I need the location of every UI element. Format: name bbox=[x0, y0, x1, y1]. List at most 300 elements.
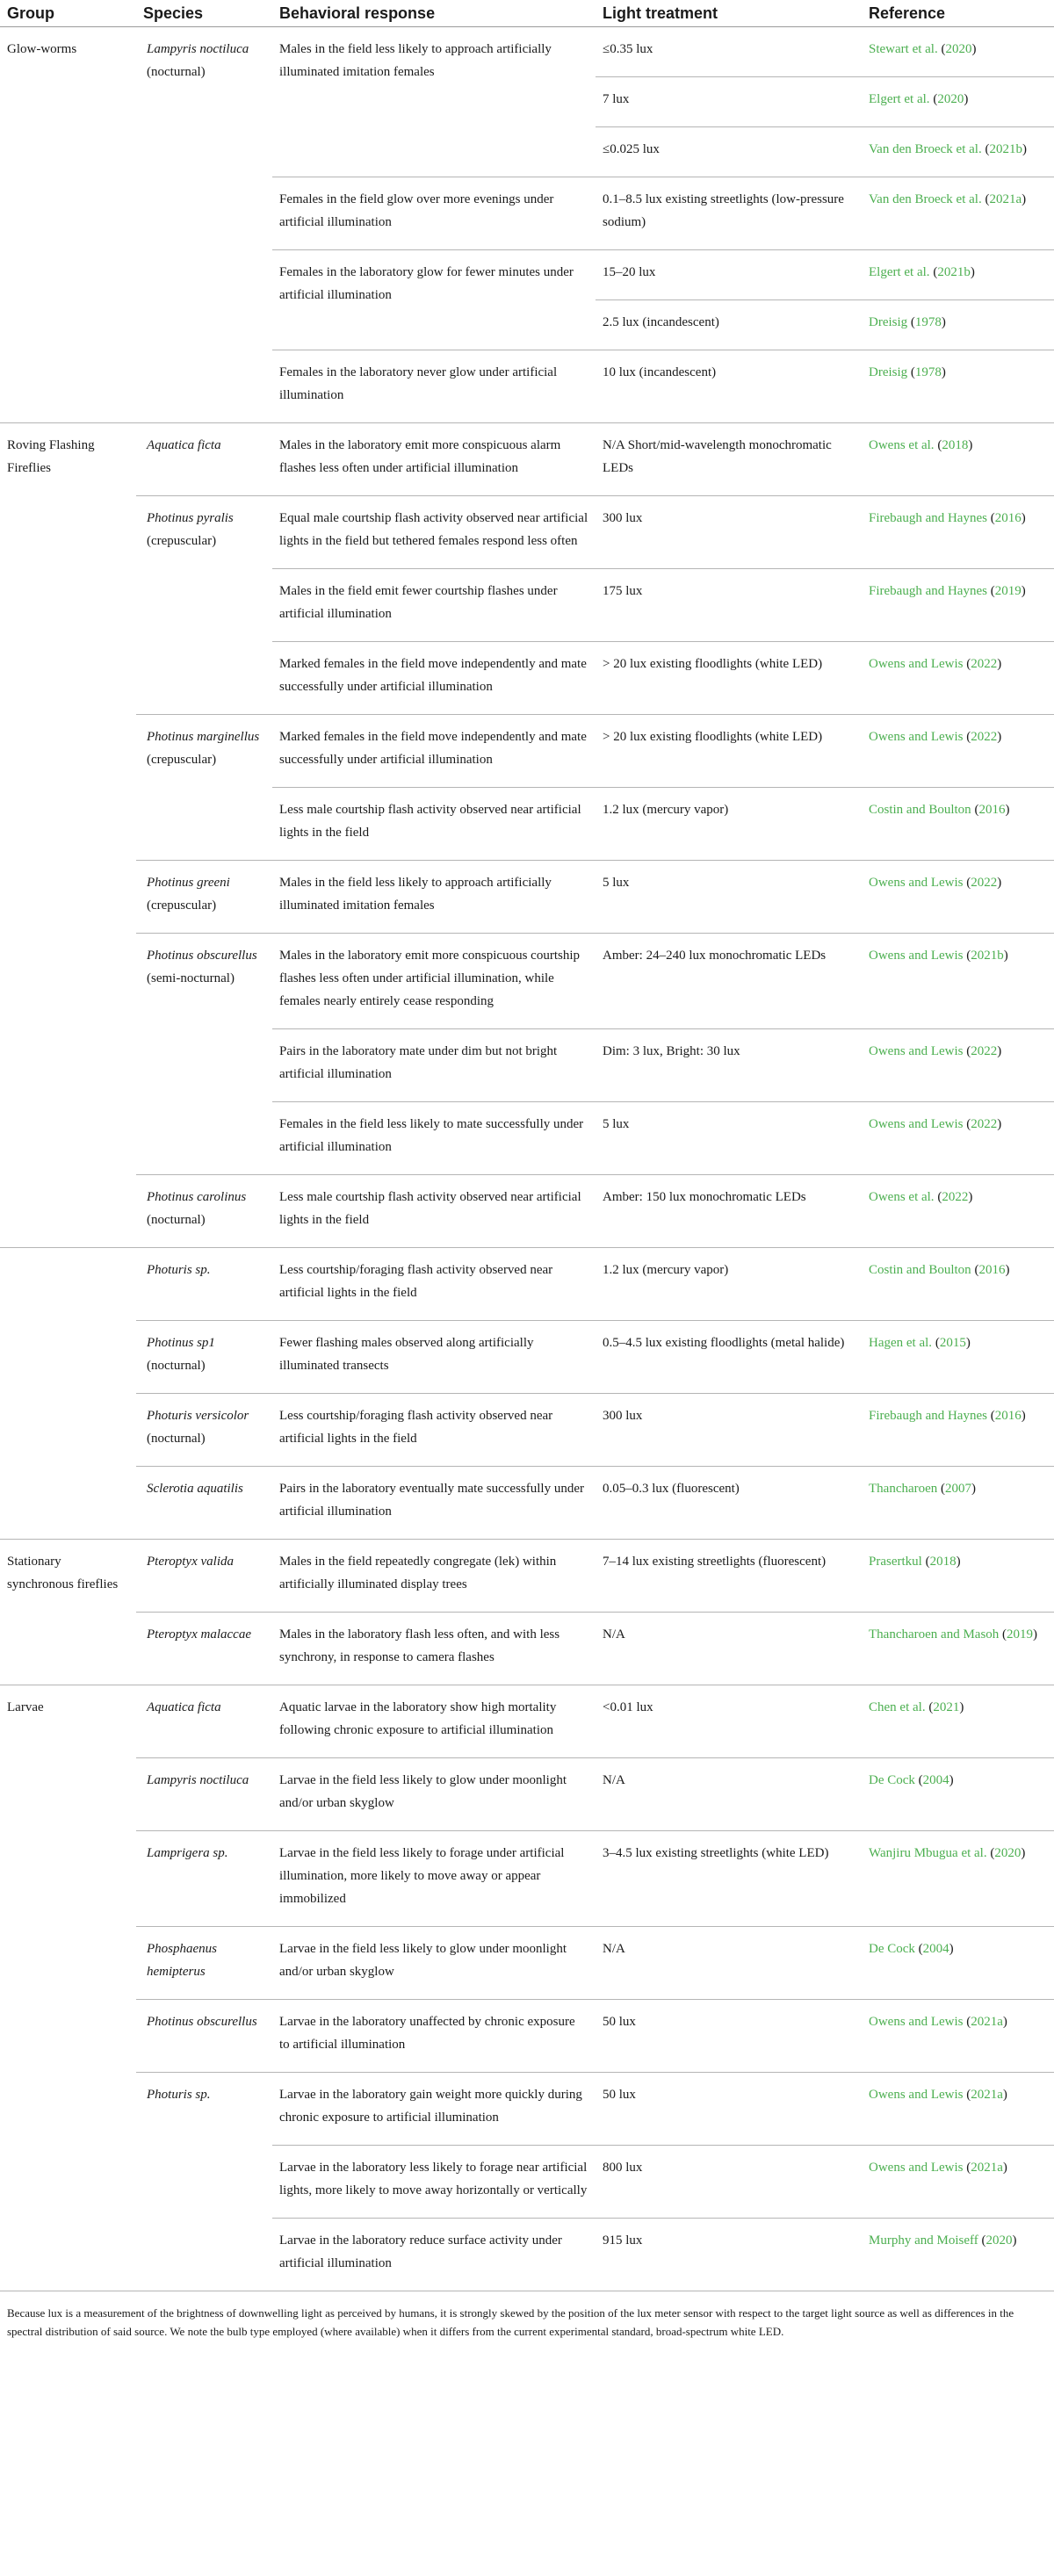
reference-paren: ( bbox=[963, 730, 971, 744]
reference-paren: ) bbox=[959, 1700, 964, 1714]
reference-paren: ( bbox=[963, 876, 971, 890]
reference-author-link[interactable]: Murphy and Moiseff bbox=[869, 2233, 978, 2248]
header-group: Group bbox=[0, 0, 136, 27]
reference-author-link[interactable]: Owens and Lewis bbox=[869, 2015, 964, 2029]
behavioral-response: Males in the laboratory emit more conspicuous alarm flashes less often under artificial illumination bbox=[272, 423, 596, 496]
light-treatment: 0.05–0.3 lux (fluorescent) bbox=[596, 1467, 862, 1540]
reference-year-link[interactable]: 2021 bbox=[933, 1700, 960, 1714]
light-treatment: 5 lux bbox=[596, 861, 862, 934]
behavioral-response: Larvae in the laboratory gain weight more quickly during chronic exposure to artificial illumination bbox=[272, 2073, 596, 2146]
reference-author-link[interactable]: De Cock bbox=[869, 1773, 915, 1787]
reference-author-link[interactable]: Dreisig bbox=[869, 315, 908, 329]
species-name: Aquatica ficta bbox=[147, 438, 221, 452]
species-name: Photuris sp. bbox=[147, 2088, 211, 2102]
species-cell bbox=[136, 496, 272, 715]
light-treatment: 7 lux bbox=[596, 77, 862, 127]
species-name: Photinus obscurellus bbox=[147, 949, 257, 963]
behavioral-response: Marked females in the field move independently and mate successfully under artificial illumination bbox=[272, 642, 596, 715]
light-treatment: 300 lux bbox=[596, 496, 862, 569]
reference-author-link[interactable]: Elgert et al. bbox=[869, 265, 930, 279]
reference-author-link[interactable]: Wanjiru Mbugua et al. bbox=[869, 1846, 987, 1860]
reference-paren: ( bbox=[981, 192, 990, 206]
species-cell bbox=[136, 1831, 272, 1927]
reference-paren: ( bbox=[932, 1336, 940, 1350]
reference-paren: ( bbox=[986, 1846, 995, 1860]
reference-paren: ) bbox=[1021, 511, 1026, 525]
header-row bbox=[0, 0, 1054, 27]
behavioral-response: Females in the laboratory glow for fewer minutes under artificial illumination bbox=[272, 250, 596, 350]
reference-paren: ) bbox=[956, 1555, 961, 1569]
group-name: Glow-worms bbox=[0, 27, 136, 423]
reference-paren: ( bbox=[934, 438, 942, 452]
species-name: Photuris sp. bbox=[147, 1263, 211, 1277]
behavioral-response: Marked females in the field move independently and mate successfully under artificial illumination bbox=[272, 715, 596, 788]
light-treatment: Amber: 24–240 lux monochromatic LEDs bbox=[596, 934, 862, 1029]
reference-year-link[interactable]: 1978 bbox=[914, 365, 942, 379]
reference-paren: ) bbox=[964, 92, 969, 106]
species-cell bbox=[136, 934, 272, 1175]
reference-paren: ( bbox=[971, 803, 979, 817]
light-treatment: Amber: 150 lux monochromatic LEDs bbox=[596, 1175, 862, 1248]
light-treatment: 10 lux (incandescent) bbox=[596, 350, 862, 423]
group-name: Larvae bbox=[0, 1685, 136, 2291]
reference-author-link[interactable]: Prasertkul bbox=[869, 1555, 922, 1569]
reference-paren: ) bbox=[941, 315, 946, 329]
reference-year-link[interactable]: 2021b bbox=[937, 265, 971, 279]
reference-year-link[interactable]: 2021a bbox=[971, 2015, 1003, 2029]
table-row bbox=[0, 1831, 1054, 1927]
species-cell bbox=[136, 1248, 272, 1321]
reference-author-link[interactable]: Owens and Lewis bbox=[869, 876, 964, 890]
species-cell bbox=[136, 423, 272, 496]
species-activity-note: (crepuscular) bbox=[147, 534, 217, 548]
reference bbox=[862, 250, 1054, 300]
reference-year-link[interactable]: 2022 bbox=[971, 657, 998, 671]
reference bbox=[862, 861, 1054, 934]
species-cell bbox=[136, 1613, 272, 1685]
reference-paren: ) bbox=[1002, 2015, 1007, 2029]
reference-author-link[interactable]: Firebaugh and Haynes bbox=[869, 1409, 987, 1423]
reference bbox=[862, 1102, 1054, 1175]
reference bbox=[862, 1831, 1054, 1927]
reference-author-link[interactable]: Firebaugh and Haynes bbox=[869, 511, 987, 525]
reference bbox=[862, 423, 1054, 496]
behavioral-response: Larvae in the field less likely to glow under moonlight and/or urban skyglow bbox=[272, 1927, 596, 2000]
reference-year-link[interactable]: 2020 bbox=[937, 92, 964, 106]
reference-paren: ) bbox=[997, 730, 1002, 744]
reference bbox=[862, 2073, 1054, 2146]
reference-paren: ) bbox=[1003, 949, 1008, 963]
reference-author-link[interactable]: Owens and Lewis bbox=[869, 1117, 964, 1131]
species-activity-note: (nocturnal) bbox=[147, 65, 206, 79]
table-header bbox=[0, 0, 1054, 27]
behavioral-response: Larvae in the laboratory reduce surface activity under artificial illumination bbox=[272, 2219, 596, 2291]
light-treatment: N/A bbox=[596, 1758, 862, 1831]
behavioral-response: Larvae in the laboratory less likely to forage near artificial lights, more likely to move away horizontally or vertically bbox=[272, 2146, 596, 2219]
species-cell bbox=[136, 1175, 272, 1248]
species-cell bbox=[136, 1927, 272, 2000]
reference-year-link[interactable]: 1978 bbox=[914, 315, 942, 329]
reference-author-link[interactable]: Owens et al. bbox=[869, 438, 935, 452]
reference-year-link[interactable]: 2021b bbox=[971, 949, 1004, 963]
table-footnote: Because lux is a measurement of the brightness of downwelling light as perceived by humans, it is strongly skewed by the position of the lux meter sensor with respect to the target light source as well as differences in the spectral distribution of said source. We note the bulb type employed (where available) when it differs from the current experimental standard, broad-spectrum white LED. bbox=[7, 2306, 1014, 2338]
reference-year-link[interactable]: 2020 bbox=[985, 2233, 1013, 2248]
light-treatment: ≤0.025 lux bbox=[596, 127, 862, 177]
reference-year-link[interactable]: 2007 bbox=[945, 1482, 972, 1496]
reference-paren: ( bbox=[907, 315, 915, 329]
light-treatment: 1.2 lux (mercury vapor) bbox=[596, 788, 862, 861]
table-row bbox=[0, 1613, 1054, 1685]
reference-paren: ) bbox=[970, 265, 975, 279]
light-treatment: > 20 lux existing floodlights (white LED) bbox=[596, 715, 862, 788]
light-treatment: 2.5 lux (incandescent) bbox=[596, 300, 862, 350]
reference-year-link[interactable]: 2020 bbox=[994, 1846, 1022, 1860]
species-name: Pteroptyx malaccae bbox=[147, 1627, 251, 1642]
light-treatment: 800 lux bbox=[596, 2146, 862, 2219]
reference-paren: ( bbox=[981, 142, 990, 156]
group-name bbox=[0, 1248, 136, 1540]
reference-author-link[interactable]: Owens and Lewis bbox=[869, 2161, 964, 2175]
light-treatment: 1.2 lux (mercury vapor) bbox=[596, 1248, 862, 1321]
reference-year-link[interactable]: 2018 bbox=[929, 1555, 957, 1569]
light-treatment: N/A bbox=[596, 1613, 862, 1685]
species-cell bbox=[136, 2000, 272, 2073]
group-name: Stationary synchronous fireflies bbox=[0, 1540, 136, 1685]
reference-author-link[interactable]: Costin and Boulton bbox=[869, 803, 971, 817]
behavioral-response: Pairs in the laboratory mate under dim but not bright artificial illumination bbox=[272, 1029, 596, 1102]
reference-paren: ) bbox=[997, 657, 1002, 671]
species-name: Pteroptyx valida bbox=[147, 1555, 234, 1569]
reference-paren: ( bbox=[925, 1700, 934, 1714]
behavioral-response: Females in the field glow over more evenings under artificial illumination bbox=[272, 177, 596, 250]
reference-year-link[interactable]: 2015 bbox=[939, 1336, 966, 1350]
species-cell bbox=[136, 1758, 272, 1831]
species-cell bbox=[136, 1467, 272, 1540]
reference-paren: ) bbox=[1033, 1627, 1038, 1642]
reference bbox=[862, 1613, 1054, 1685]
reference bbox=[862, 77, 1054, 127]
table-row bbox=[0, 1467, 1054, 1540]
table-row bbox=[0, 1321, 1054, 1394]
reference-paren: ) bbox=[1002, 2088, 1007, 2102]
reference-year-link[interactable]: 2016 bbox=[978, 803, 1006, 817]
light-treatment: ≤0.35 lux bbox=[596, 27, 862, 77]
reference-author-link[interactable]: Dreisig bbox=[869, 365, 908, 379]
species-name: Photinus greeni bbox=[147, 876, 230, 890]
species-cell bbox=[136, 2073, 272, 2291]
species-cell bbox=[136, 715, 272, 861]
behavioral-response: Pairs in the laboratory eventually mate successfully under artificial illumination bbox=[272, 1467, 596, 1540]
behavioral-response: Males in the laboratory emit more conspicuous courtship flashes less often under artificial illumination, while females nearly entirely cease responding bbox=[272, 934, 596, 1029]
light-treatment: N/A Short/mid-wavelength monochromatic LEDs bbox=[596, 423, 862, 496]
reference-year-link[interactable]: 2016 bbox=[978, 1263, 1006, 1277]
table-row bbox=[0, 423, 1054, 496]
reference bbox=[862, 1685, 1054, 1758]
reference-paren: ) bbox=[965, 1336, 971, 1350]
reference bbox=[862, 177, 1054, 250]
species-cell bbox=[136, 861, 272, 934]
reference-author-link[interactable]: Hagen et al. bbox=[869, 1336, 933, 1350]
reference-paren: ) bbox=[1012, 2233, 1017, 2248]
behavioral-response: Less male courtship flash activity observed near artificial lights in the field bbox=[272, 1175, 596, 1248]
species-name: Aquatica ficta bbox=[147, 1700, 221, 1714]
reference-paren: ) bbox=[949, 1773, 954, 1787]
reference-paren: ) bbox=[971, 42, 977, 56]
reference-paren: ) bbox=[1021, 1409, 1026, 1423]
reference-author-link[interactable]: Firebaugh and Haynes bbox=[869, 584, 987, 598]
reference-paren: ( bbox=[929, 92, 938, 106]
reference-author-link[interactable]: Owens and Lewis bbox=[869, 2088, 964, 2102]
reference-author-link[interactable]: Chen et al. bbox=[869, 1700, 926, 1714]
header-behavioral-response: Behavioral response bbox=[272, 0, 596, 27]
species-name: Photinus sp1 bbox=[147, 1336, 215, 1350]
reference-author-link[interactable]: Stewart et al. bbox=[869, 42, 938, 56]
reference bbox=[862, 1927, 1054, 2000]
reference-year-link[interactable]: 2016 bbox=[994, 511, 1022, 525]
reference bbox=[862, 1467, 1054, 1540]
reference bbox=[862, 127, 1054, 177]
reference bbox=[862, 1321, 1054, 1394]
reference-year-link[interactable]: 2021b bbox=[989, 142, 1022, 156]
light-treatment: Dim: 3 lux, Bright: 30 lux bbox=[596, 1029, 862, 1102]
reference-year-link[interactable]: 2018 bbox=[942, 438, 969, 452]
reference-year-link[interactable]: 2004 bbox=[922, 1773, 949, 1787]
reference-paren: ( bbox=[907, 365, 915, 379]
behavioral-response: Males in the laboratory flash less often, and with less synchrony, in response to camera flashes bbox=[272, 1613, 596, 1685]
table-body bbox=[0, 27, 1054, 2291]
reference-paren: ( bbox=[921, 1555, 930, 1569]
header-light-treatment: Light treatment bbox=[596, 0, 862, 27]
reference bbox=[862, 1248, 1054, 1321]
table-row bbox=[0, 1540, 1054, 1613]
reference-paren: ( bbox=[963, 2015, 971, 2029]
reference bbox=[862, 1758, 1054, 1831]
species-name: Lamprigera sp. bbox=[147, 1846, 228, 1860]
reference-author-link[interactable]: Costin and Boulton bbox=[869, 1263, 971, 1277]
behavioral-response: Females in the field less likely to mate successfully under artificial illumination bbox=[272, 1102, 596, 1175]
light-treatment: > 20 lux existing floodlights (white LED) bbox=[596, 642, 862, 715]
light-treatment: 7–14 lux existing streetlights (fluorescent) bbox=[596, 1540, 862, 1613]
reference-year-link[interactable]: 2021a bbox=[971, 2088, 1003, 2102]
species-cell bbox=[136, 1394, 272, 1467]
table-row bbox=[0, 934, 1054, 1029]
species-name: Photinus obscurellus bbox=[147, 2015, 257, 2029]
table-row bbox=[0, 1394, 1054, 1467]
reference-paren: ( bbox=[963, 2088, 971, 2102]
reference bbox=[862, 2146, 1054, 2219]
reference-author-link[interactable]: Owens and Lewis bbox=[869, 1044, 964, 1058]
reference-paren: ) bbox=[971, 1482, 977, 1496]
reference-year-link[interactable]: 2020 bbox=[945, 42, 972, 56]
table-row bbox=[0, 1175, 1054, 1248]
behavioral-response: Less courtship/foraging flash activity observed near artificial lights in the field bbox=[272, 1248, 596, 1321]
reference-paren: ) bbox=[997, 1117, 1002, 1131]
reference-author-link[interactable]: Owens et al. bbox=[869, 1190, 935, 1204]
reference-author-link[interactable]: Owens and Lewis bbox=[869, 949, 964, 963]
reference bbox=[862, 1175, 1054, 1248]
table-row bbox=[0, 1685, 1054, 1758]
reference-author-link[interactable]: De Cock bbox=[869, 1942, 915, 1956]
light-treatment: 0.5–4.5 lux existing floodlights (metal halide) bbox=[596, 1321, 862, 1394]
reference-year-link[interactable]: 2016 bbox=[994, 1409, 1022, 1423]
reference bbox=[862, 715, 1054, 788]
behavioral-response: Males in the field emit fewer courtship flashes under artificial illumination bbox=[272, 569, 596, 642]
species-activity-note: (nocturnal) bbox=[147, 1359, 206, 1373]
reference-paren: ( bbox=[914, 1942, 923, 1956]
reference-paren: ( bbox=[963, 1044, 971, 1058]
table-row bbox=[0, 1758, 1054, 1831]
reference-author-link[interactable]: Owens and Lewis bbox=[869, 657, 964, 671]
reference bbox=[862, 496, 1054, 569]
reference-author-link[interactable]: Van den Broeck et al. bbox=[869, 192, 982, 206]
reference-paren: ) bbox=[1022, 142, 1027, 156]
reference-paren: ) bbox=[1021, 1846, 1026, 1860]
reference-paren: ( bbox=[971, 1263, 979, 1277]
reference bbox=[862, 2000, 1054, 2073]
table-row bbox=[0, 2000, 1054, 2073]
reference bbox=[862, 642, 1054, 715]
reference-year-link[interactable]: 2022 bbox=[971, 1117, 998, 1131]
reference bbox=[862, 350, 1054, 423]
species-activity-note: (crepuscular) bbox=[147, 753, 217, 767]
behavioral-response: Males in the field repeatedly congregate (lek) within artificially illuminated display trees bbox=[272, 1540, 596, 1613]
reference-paren: ) bbox=[1021, 584, 1026, 598]
reference-paren: ) bbox=[949, 1942, 954, 1956]
reference-author-link[interactable]: Thancharoen bbox=[869, 1482, 938, 1496]
reference-year-link[interactable]: 2021a bbox=[989, 192, 1022, 206]
reference-author-link[interactable]: Van den Broeck et al. bbox=[869, 142, 982, 156]
table-row bbox=[0, 496, 1054, 569]
species-name: Lampyris noctiluca bbox=[147, 1773, 249, 1787]
reference-paren: ( bbox=[963, 657, 971, 671]
species-name: Lampyris noctiluca bbox=[147, 42, 249, 56]
reference-paren: ( bbox=[999, 1627, 1007, 1642]
reference-author-link[interactable]: Elgert et al. bbox=[869, 92, 930, 106]
reference-paren: ) bbox=[1005, 803, 1010, 817]
light-treatment: 15–20 lux bbox=[596, 250, 862, 300]
behavioral-response: Females in the laboratory never glow under artificial illumination bbox=[272, 350, 596, 423]
table-row bbox=[0, 715, 1054, 788]
reference bbox=[862, 788, 1054, 861]
header-reference: Reference bbox=[862, 0, 1054, 27]
behavioral-response: Less courtship/foraging flash activity observed near artificial lights in the field bbox=[272, 1394, 596, 1467]
behavioral-response: Males in the field less likely to approach artificially illuminated imitation females bbox=[272, 861, 596, 934]
reference bbox=[862, 1394, 1054, 1467]
behavioral-response: Aquatic larvae in the laboratory show high mortality following chronic exposure to artificial illumination bbox=[272, 1685, 596, 1758]
species-cell bbox=[136, 1321, 272, 1394]
light-treatment: N/A bbox=[596, 1927, 862, 2000]
reference-paren: ( bbox=[963, 949, 971, 963]
species-cell bbox=[136, 27, 272, 423]
reference-year-link[interactable]: 2022 bbox=[942, 1190, 969, 1204]
reference-paren: ( bbox=[986, 584, 995, 598]
reference-paren: ( bbox=[937, 1482, 946, 1496]
reference bbox=[862, 2219, 1054, 2291]
reference bbox=[862, 300, 1054, 350]
reference-paren: ) bbox=[1002, 2161, 1007, 2175]
table-row bbox=[0, 2073, 1054, 2146]
group-name: Roving Flashing Fireflies bbox=[0, 423, 136, 1248]
reference-paren: ) bbox=[997, 876, 1002, 890]
behavioral-response: Males in the field less likely to approach artificially illuminated imitation females bbox=[272, 27, 596, 177]
reference-author-link[interactable]: Owens and Lewis bbox=[869, 730, 964, 744]
reference-paren: ( bbox=[914, 1773, 923, 1787]
table-row bbox=[0, 27, 1054, 77]
reference-paren: ( bbox=[978, 2233, 986, 2248]
reference bbox=[862, 27, 1054, 77]
species-name: Phosphaenus hemipterus bbox=[147, 1942, 217, 1979]
reference-paren: ( bbox=[986, 1409, 995, 1423]
light-treatment: 175 lux bbox=[596, 569, 862, 642]
reference-year-link[interactable]: 2022 bbox=[971, 876, 998, 890]
species-name: Photinus marginellus bbox=[147, 730, 260, 744]
light-treatment: 915 lux bbox=[596, 2219, 862, 2291]
light-treatment: 50 lux bbox=[596, 2000, 862, 2073]
reference bbox=[862, 934, 1054, 1029]
reference-paren: ) bbox=[968, 1190, 973, 1204]
table-row bbox=[0, 1248, 1054, 1321]
reference-paren: ( bbox=[963, 1117, 971, 1131]
light-treatment: 5 lux bbox=[596, 1102, 862, 1175]
reference bbox=[862, 569, 1054, 642]
reference-paren: ) bbox=[941, 365, 946, 379]
species-activity-note: (crepuscular) bbox=[147, 898, 217, 913]
reference bbox=[862, 1029, 1054, 1102]
reference-paren: ( bbox=[929, 265, 938, 279]
reference bbox=[862, 1540, 1054, 1613]
reference-author-link[interactable]: Thancharoen and Masoh bbox=[869, 1627, 1000, 1642]
reference-paren: ) bbox=[968, 438, 973, 452]
light-treatment: 50 lux bbox=[596, 2073, 862, 2146]
reference-paren: ) bbox=[1022, 192, 1027, 206]
species-activity-note: (nocturnal) bbox=[147, 1213, 206, 1227]
behavioral-response: Fewer flashing males observed along artificially illuminated transects bbox=[272, 1321, 596, 1394]
species-name: Photinus pyralis bbox=[147, 511, 234, 525]
behavioral-response: Less male courtship flash activity observed near artificial lights in the field bbox=[272, 788, 596, 861]
reference-paren: ) bbox=[1005, 1263, 1010, 1277]
species-name: Photuris versicolor bbox=[147, 1409, 249, 1423]
species-cell bbox=[136, 1685, 272, 1758]
light-treatment: <0.01 lux bbox=[596, 1685, 862, 1758]
behavioral-response: Equal male courtship flash activity observed near artificial lights in the field but tethered females respond less often bbox=[272, 496, 596, 569]
reference-paren: ( bbox=[934, 1190, 942, 1204]
species-name: Photinus carolinus bbox=[147, 1190, 247, 1204]
species-activity-note: (nocturnal) bbox=[147, 1432, 206, 1446]
table-row bbox=[0, 1927, 1054, 2000]
reference-paren: ( bbox=[937, 42, 946, 56]
reference-year-link[interactable]: 2004 bbox=[922, 1942, 949, 1956]
light-treatment: 0.1–8.5 lux existing streetlights (low-pressure sodium) bbox=[596, 177, 862, 250]
header-species: Species bbox=[136, 0, 272, 27]
light-treatment: 300 lux bbox=[596, 1394, 862, 1467]
species-cell bbox=[136, 1540, 272, 1613]
light-treatment: 3–4.5 lux existing streetlights (white LED) bbox=[596, 1831, 862, 1927]
species-activity-note: (semi-nocturnal) bbox=[147, 971, 235, 985]
reference-year-link[interactable]: 2021a bbox=[971, 2161, 1003, 2175]
table-row bbox=[0, 861, 1054, 934]
behavioral-response: Larvae in the field less likely to glow under moonlight and/or urban skyglow bbox=[272, 1758, 596, 1831]
reference-paren: ( bbox=[986, 511, 995, 525]
species-name: Sclerotia aquatilis bbox=[147, 1482, 243, 1496]
reference-year-link[interactable]: 2019 bbox=[1007, 1627, 1034, 1642]
behavioral-response: Larvae in the laboratory unaffected by chronic exposure to artificial illumination bbox=[272, 2000, 596, 2073]
reference-year-link[interactable]: 2022 bbox=[971, 1044, 998, 1058]
reference-paren: ( bbox=[963, 2161, 971, 2175]
reference-paren: ) bbox=[997, 1044, 1002, 1058]
reference-year-link[interactable]: 2019 bbox=[994, 584, 1022, 598]
behavioral-response: Larvae in the field less likely to forage under artificial illumination, more likely to move away or appear immobilized bbox=[272, 1831, 596, 1927]
reference-year-link[interactable]: 2022 bbox=[971, 730, 998, 744]
